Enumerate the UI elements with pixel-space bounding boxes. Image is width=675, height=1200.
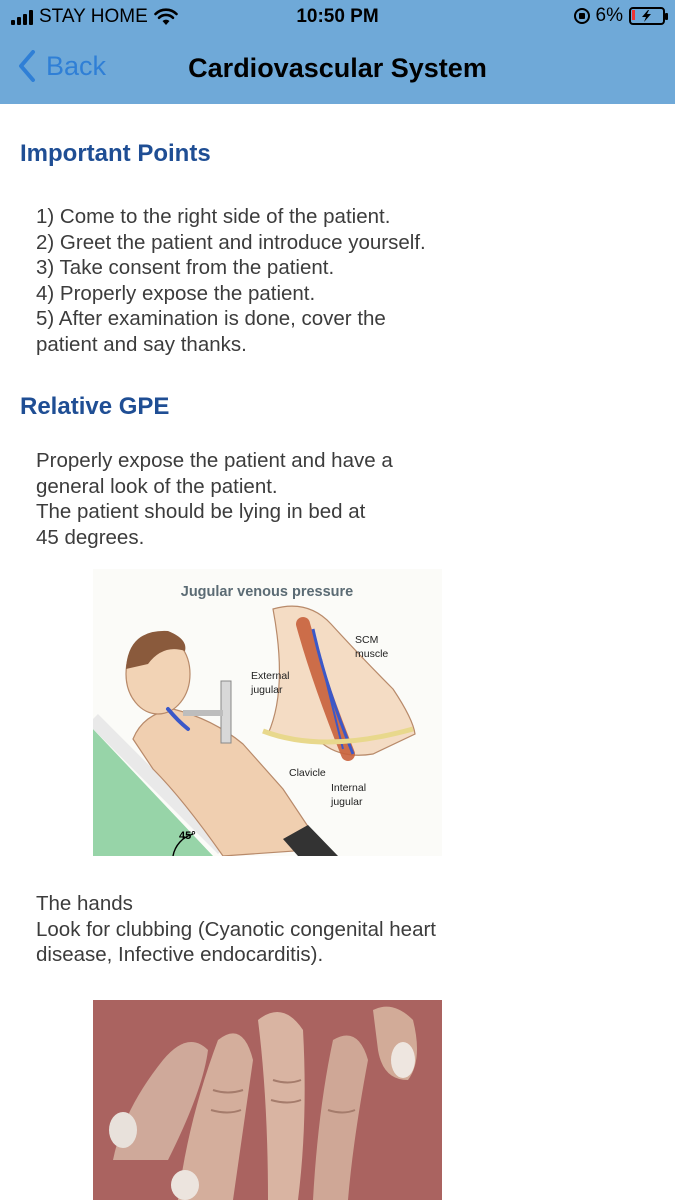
back-label: Back: [46, 50, 107, 81]
list-item: 1) Come to the right side of the patient.: [36, 205, 391, 228]
list-item: 5) After examination is done, cover the: [36, 307, 386, 331]
internal-jugular-label: Internal: [331, 782, 367, 794]
nav-bar: [0, 34, 675, 104]
clubbing-photo: [93, 1000, 442, 1200]
paragraph-line: Properly expose the patient and have a: [36, 449, 393, 472]
status-time: 10:50 PM: [296, 6, 379, 27]
figure-title: Jugular venous pressure: [180, 584, 354, 600]
carrier-label: STAY HOME: [39, 6, 148, 27]
clavicle-label: Clavicle: [289, 767, 326, 779]
list-item: patient and say thanks.: [36, 332, 247, 356]
paragraph-line: Look for clubbing (Cyanotic congenital heart: [36, 917, 436, 941]
page-title: Cardiovascular System: [188, 53, 487, 83]
important-points-list: [36, 204, 426, 358]
gpe-paragraph: [36, 448, 393, 550]
list-item: 4) Properly expose the patient.: [36, 281, 316, 305]
paragraph-line: The patient should be lying in bed at: [36, 500, 366, 524]
scm-label: SCM: [355, 634, 379, 646]
battery-icon: [629, 7, 665, 25]
rotation-lock-icon: [574, 8, 590, 24]
jvp-diagram: [93, 569, 442, 856]
paragraph-line: general look of the patient.: [36, 474, 278, 498]
paragraph-line: disease, Infective endocarditis).: [36, 943, 324, 967]
battery-percent: 6%: [595, 5, 623, 26]
status-bar: [0, 0, 675, 34]
hands-photo: [93, 1000, 442, 1200]
scm-label-2: muscle: [355, 648, 389, 660]
hands-paragraph: [36, 891, 436, 968]
list-item: 3) Take consent from the patient.: [36, 256, 335, 280]
internal-jugular-label-2: jugular: [331, 796, 363, 808]
external-jugular-label: External: [251, 670, 290, 682]
list-item: 2) Greet the patient and introduce yourself.: [36, 230, 426, 254]
external-jugular-label-2: jugular: [251, 684, 283, 696]
status-right: [574, 5, 665, 27]
angle-label: 45°: [179, 830, 196, 842]
jvp-illustration: [93, 569, 442, 856]
important-points-heading: Important Points: [20, 140, 211, 167]
paragraph-line: 45 degrees.: [36, 525, 145, 549]
paragraph-line: The hands: [36, 892, 133, 915]
relative-gpe-heading: Relative GPE: [20, 393, 170, 420]
